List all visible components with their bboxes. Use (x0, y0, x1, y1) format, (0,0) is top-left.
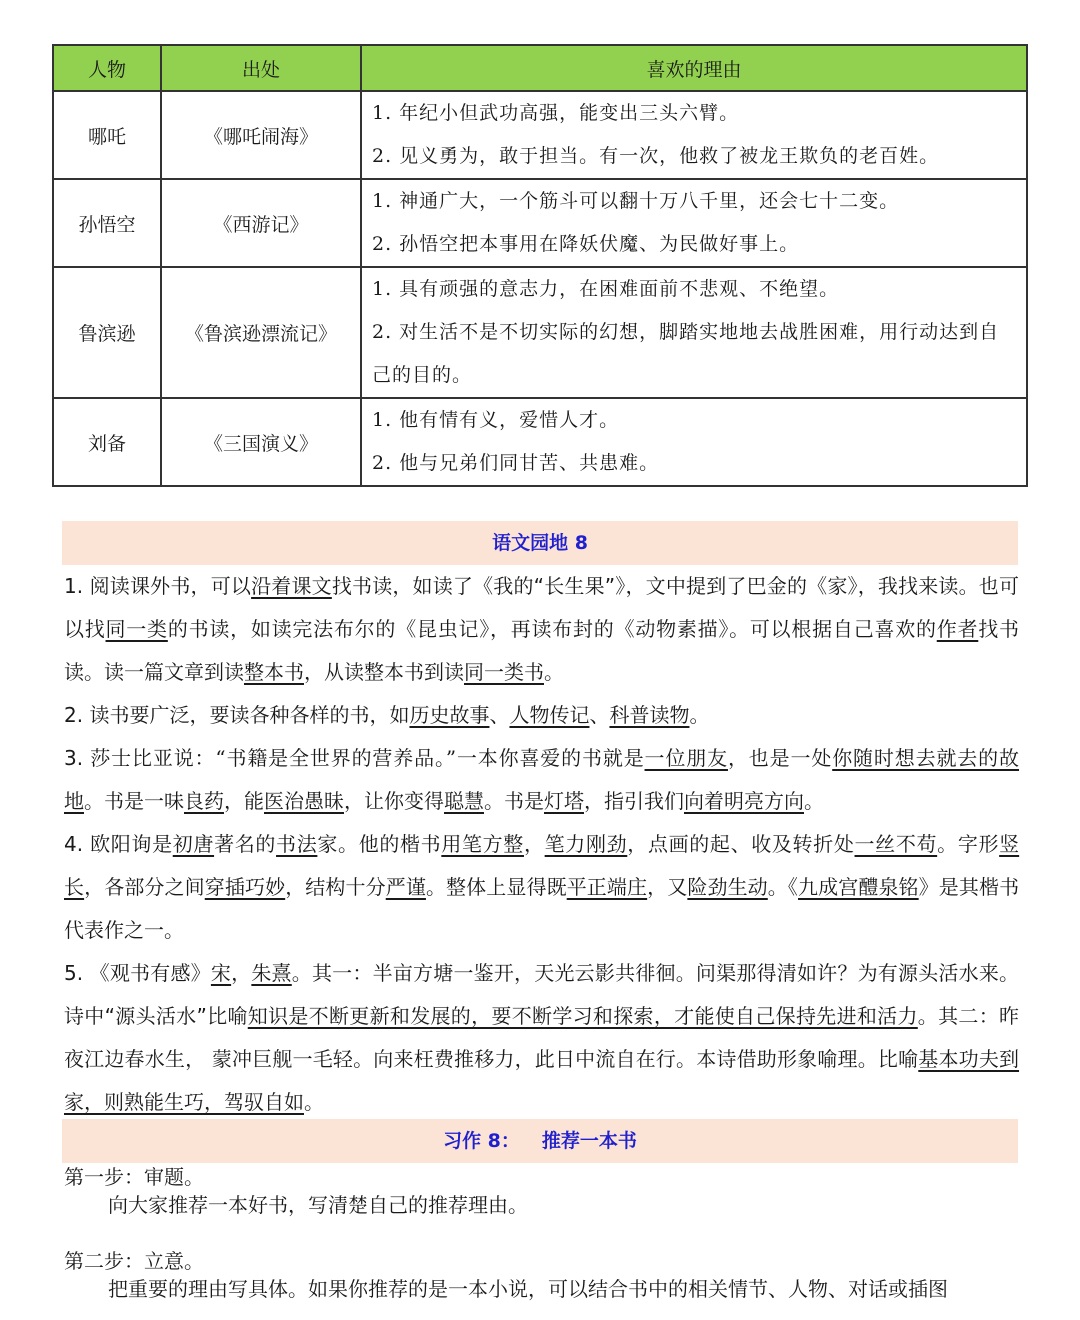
col-header-person: 人物 (53, 45, 161, 91)
text: 。《 (767, 875, 799, 899)
text: 本诗借助形象喻理。比喻 (696, 1047, 919, 1071)
step-2-text: 把重要的理由写具体。如果你推荐的是一本小说，可以结合书中的相关情节、人物、对话或插图 (108, 1277, 948, 1301)
source-cell: 《鲁滨逊漂流记》 (161, 267, 361, 398)
table-row (53, 91, 1027, 179)
underlined-text: 历史故事 (409, 703, 490, 727)
text: ，也是一处 (727, 746, 833, 770)
text: 、 (589, 703, 610, 727)
reason-line: 1. 具有顽强的意志力，在困难面前不悲观、不绝望。 (372, 278, 840, 300)
underlined-text: 良药 (184, 789, 224, 813)
text: 。其一： (291, 961, 373, 985)
paragraph-5 (64, 952, 1019, 1124)
section-title-label: 习作 8： (443, 1130, 520, 1152)
underlined-text: 人物传记 (509, 703, 590, 727)
underlined-text: 向着明亮方向 (684, 789, 804, 813)
text: ，又 (647, 875, 688, 899)
underlined-text: 医治愚昧 (264, 789, 344, 813)
reason-line: 2. 他与兄弟们同甘苦、共患难。 (372, 452, 660, 474)
table-row (53, 267, 1027, 398)
reason-cell (361, 91, 1027, 179)
person-cell: 鲁滨逊 (53, 267, 161, 398)
person-cell: 刘备 (53, 398, 161, 486)
underlined-text: 知识是不断更新和发展的，要不断学习和探索，才能使自己保持先进和活力 (247, 1004, 918, 1028)
text: 诗中“源头活水”比喻 (64, 1004, 248, 1028)
reason-cell (361, 179, 1027, 267)
text: 5. 《观书有感》 (64, 961, 211, 985)
step-1-heading: 第一步：审题。 (64, 1165, 204, 1189)
reason-line: 2. 对生活不是不切实际的幻想，脚踏实地地去战胜困难，用行动达到自己的目的。 (372, 321, 1000, 386)
paragraph-4 (64, 823, 1019, 952)
underlined-text: 基本功夫到家，则熟能生巧，驾驭自如 (64, 1047, 1020, 1114)
paragraph-2 (64, 694, 1019, 737)
text: 。 (544, 660, 564, 684)
text: ， (523, 832, 545, 856)
character-table (52, 44, 1028, 487)
underlined-text: 竖长 (64, 832, 1020, 899)
underlined-text: 科普读物 (609, 703, 690, 727)
underlined-text: 沿着课文 (251, 574, 332, 598)
underlined-text: 笔力刚劲 (544, 832, 628, 856)
reason-line: 1. 他有情有义，爱惜人才。 (372, 409, 620, 431)
poem-text: 半亩方塘一鉴开，天光云影共徘徊。问渠那得清如许？为有源头活水来。 (372, 961, 1020, 985)
underlined-text: 九成宫醴泉铭 (798, 875, 919, 899)
text: 、 (489, 703, 510, 727)
text: ，点画的起、收及转折处 (627, 832, 855, 856)
reason-cell (361, 398, 1027, 486)
text: 的书读，如读完法布尔的《昆虫记》，再读布封的《动物素描》。可以根据自己喜欢的 (167, 617, 937, 641)
reason-line: 2. 孙悟空把本事用在降妖伏魔、为民做好事上。 (372, 233, 800, 255)
underlined-text: 用笔方整 (441, 832, 524, 856)
text: 家。他的楷书 (317, 832, 442, 856)
underlined-text: 你随时想去就去的故地 (64, 746, 1020, 813)
text: 。整体上显得既 (425, 875, 567, 899)
underlined-text: 一位朋友 (644, 746, 728, 770)
reason-line: 1. 神通广大，一个筋斗可以翻十万八千里，还会七十二变。 (372, 190, 900, 212)
person-cell: 孙悟空 (53, 179, 161, 267)
text: 一本你喜爱的书就是 (456, 746, 645, 770)
text: 找书读。读一篇文章到读 (64, 617, 1020, 684)
source-cell: 《西游记》 (161, 179, 361, 267)
source-cell: 《三国演义》 (161, 398, 361, 486)
reason-line: 1. 年纪小但武功高强，能变出三头六臂。 (372, 102, 740, 124)
text: 。书是一味 (84, 789, 184, 813)
text: 。字形 (937, 832, 1000, 856)
source-cell: 《哪吒闹海》 (161, 91, 361, 179)
underlined-text: 同一类 (105, 617, 168, 641)
underlined-text: 宋 (210, 961, 232, 985)
step-1-text: 向大家推荐一本好书，写清楚自己的推荐理由。 (108, 1193, 528, 1217)
section-title-yuwen (62, 521, 1018, 565)
table-header-row (53, 45, 1027, 91)
underlined-text: 严谨 (385, 875, 426, 899)
text: 。书是 (484, 789, 544, 813)
underlined-text: 初唐 (172, 832, 215, 856)
underlined-text: 作者 (936, 617, 979, 641)
text: 。其二： (917, 1004, 999, 1028)
col-header-source: 出处 (161, 45, 361, 91)
underlined-text: 整本书 (244, 660, 304, 684)
poem-text: 昨夜江边春水生， 蒙冲巨舰一毛轻。向来枉费推移力，此日中流自在行。 (64, 1004, 1019, 1071)
text: 。 (804, 789, 824, 813)
text: 4. 欧阳询是 (64, 832, 173, 856)
text: ，让你变得 (344, 789, 444, 813)
yuwen-content (64, 565, 1019, 1124)
text: ，各部分之间 (84, 875, 205, 899)
quote-text: “书籍是全世界的营养品。” (215, 746, 457, 770)
text: 》是其楷书代表作之一。 (64, 875, 1020, 942)
table-row (53, 179, 1027, 267)
paragraph-1 (64, 565, 1019, 694)
text: ， (231, 961, 252, 985)
underlined-text: 朱熹 (251, 961, 292, 985)
section-title-topic: 推荐一本书 (541, 1130, 637, 1152)
text: 。 (689, 703, 710, 727)
underlined-text: 险劲生动 (687, 875, 768, 899)
text: 著名的 (214, 832, 277, 856)
underlined-text: 一丝不苟 (854, 832, 938, 856)
underlined-text: 聪慧 (444, 789, 484, 813)
text: 3. 莎士比亚说： (64, 746, 216, 770)
text: 。 (304, 1090, 324, 1114)
text: 2. 读书要广泛，要读各种各样的书，如 (64, 703, 410, 727)
text: ，从读整本书到读 (304, 660, 464, 684)
text: ，指引我们 (584, 789, 684, 813)
text: ，能 (224, 789, 264, 813)
text: ，结构十分 (285, 875, 386, 899)
text: 找书读，如读了《我的“长生果”》，文中提到了巴金的《家》，我找来读。也可以找 (64, 574, 1019, 641)
reason-cell (361, 267, 1027, 398)
paragraph-3 (64, 737, 1019, 823)
underlined-text: 平正端庄 (566, 875, 648, 899)
text: 1. 阅读课外书，可以 (64, 574, 252, 598)
xizuo-content (64, 1163, 1019, 1303)
underlined-text: 灯塔 (544, 789, 584, 813)
step-2-heading: 第二步：立意。 (64, 1249, 204, 1273)
section-title-text: 语文园地 8 (492, 532, 588, 554)
underlined-text: 穿插巧妙 (204, 875, 286, 899)
reason-line: 2. 见义勇为，敢于担当。有一次，他救了被龙王欺负的老百姓。 (372, 145, 940, 167)
person-cell: 哪吒 (53, 91, 161, 179)
section-title-xizuo (62, 1119, 1018, 1163)
underlined-text: 书法 (276, 832, 318, 856)
table-row (53, 398, 1027, 486)
col-header-reason: 喜欢的理由 (361, 45, 1027, 91)
underlined-text: 同一类书 (464, 660, 544, 684)
